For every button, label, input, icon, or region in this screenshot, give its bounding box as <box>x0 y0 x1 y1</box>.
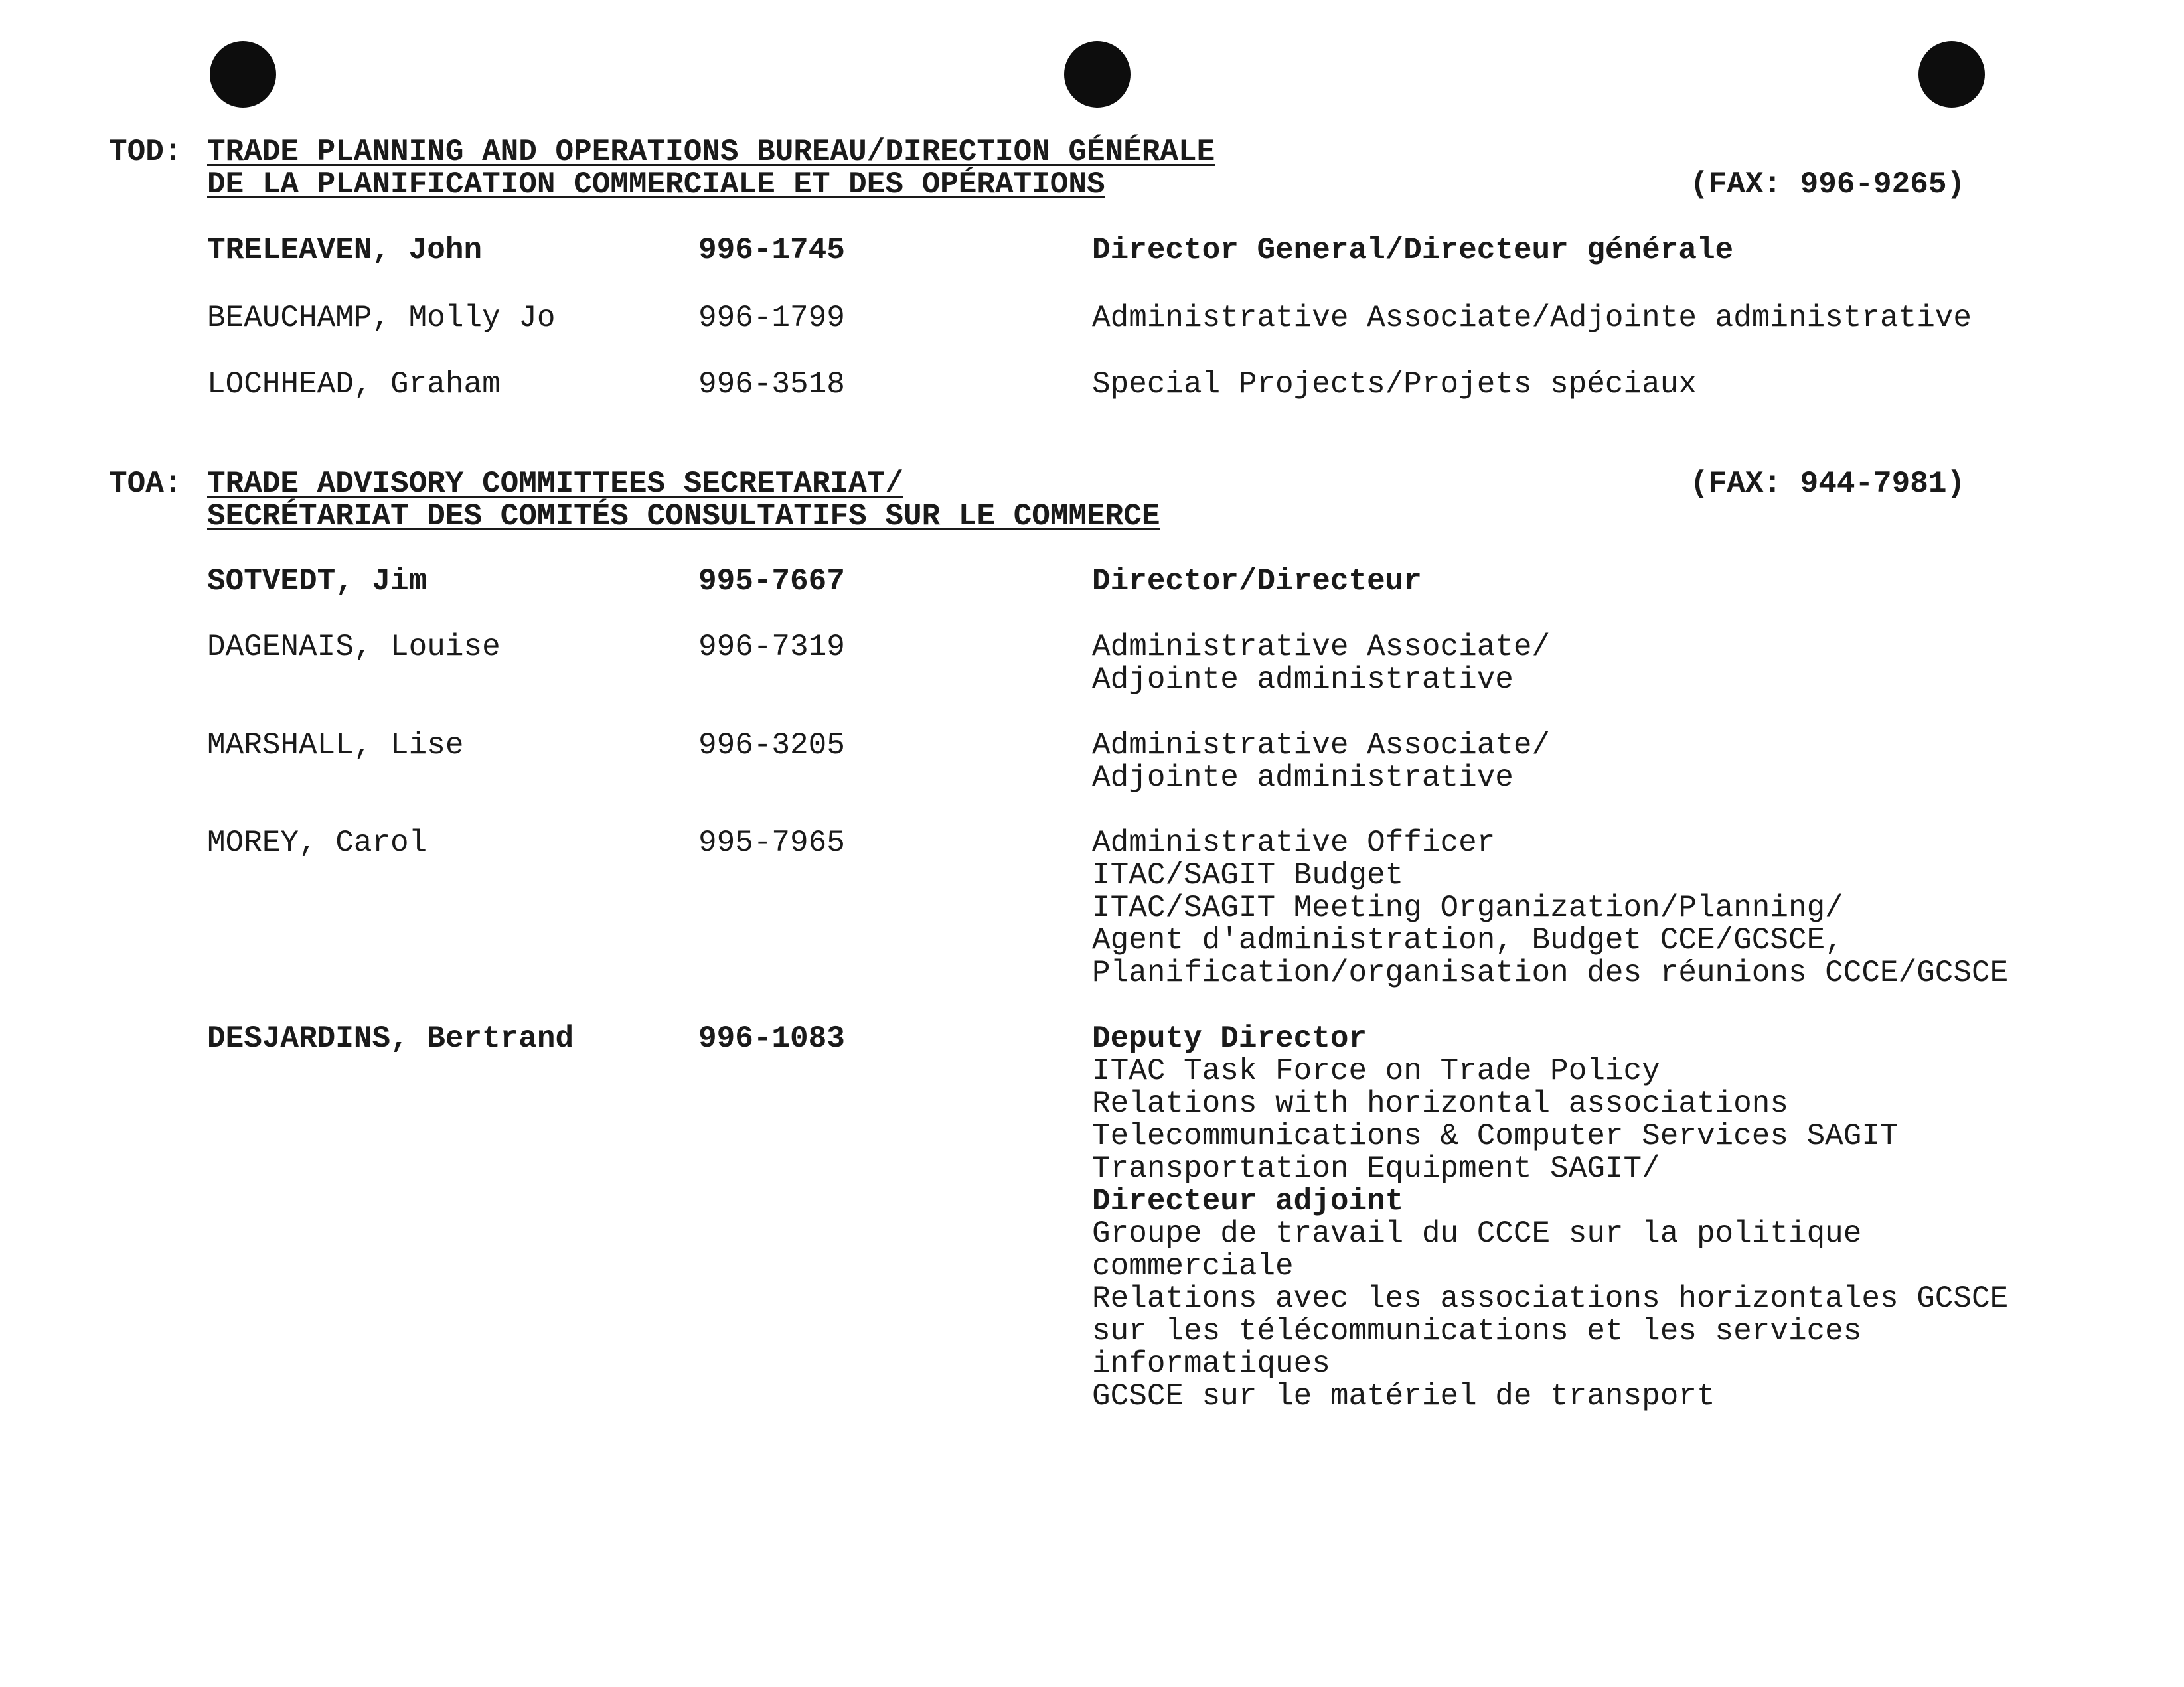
entry-role: ITAC Task Force on Trade Policy <box>1092 1054 1660 1088</box>
entry-role: informatiques <box>1092 1347 1330 1381</box>
entry-phone: 996-3205 <box>698 728 845 763</box>
entry-role: sur les télécommunications et les services <box>1092 1314 1862 1349</box>
entry-role: Transportation Equipment SAGIT/ <box>1092 1151 1660 1186</box>
entry-role: Directeur adjoint <box>1092 1184 1404 1218</box>
section-title-line-1: TRADE ADVISORY COMMITTEES SECRETARIAT/ <box>207 467 903 501</box>
entry-phone: 996-1083 <box>698 1021 845 1056</box>
entry-role: Adjointe administrative <box>1092 662 1514 697</box>
entry-role: Administrative Officer <box>1092 826 1496 860</box>
fax-number: (FAX: 996-9265) <box>1690 167 1966 202</box>
entry-role: Planification/organisation des réunions CCCE/GCSCE <box>1092 956 2009 990</box>
entry-role: Groupe de travail du CCCE sur la politique <box>1092 1216 1862 1251</box>
entry-name: BEAUCHAMP, Molly Jo <box>207 301 556 335</box>
entry-name: MOREY, Carol <box>207 826 428 860</box>
entry-role: Relations with horizontal associations <box>1092 1086 1788 1121</box>
entry-name: SOTVEDT, Jim <box>207 564 428 599</box>
entry-role: Director/Directeur <box>1092 564 1422 599</box>
entry-name: TRELEAVEN, John <box>207 233 483 267</box>
section-title-line-2: DE LA PLANIFICATION COMMERCIALE ET DES OPÉRATIONS <box>207 167 1105 202</box>
punch-hole-right <box>1918 41 1985 108</box>
entry-role: ITAC/SAGIT Budget <box>1092 858 1404 893</box>
entry-role: ITAC/SAGIT Meeting Organization/Planning/ <box>1092 891 1843 925</box>
entry-phone: 995-7965 <box>698 826 845 860</box>
section-title-line-1: TRADE PLANNING AND OPERATIONS BUREAU/DIRECTION GÉNÉRALE <box>207 135 1215 169</box>
entry-role: Deputy Director <box>1092 1021 1367 1056</box>
section-code: TOD: <box>109 135 183 169</box>
entry-role: GCSCE sur le matériel de transport <box>1092 1379 1715 1414</box>
entry-phone: 996-1745 <box>698 233 845 267</box>
entry-role: Agent d'administration, Budget CCE/GCSCE, <box>1092 923 1843 958</box>
entry-name: LOCHHEAD, Graham <box>207 367 501 402</box>
entry-phone: 995-7667 <box>698 564 845 599</box>
entry-role: Administrative Associate/ <box>1092 630 1551 664</box>
punch-hole-left <box>210 41 276 108</box>
entry-role: Administrative Associate/Adjointe administrative <box>1092 301 1972 335</box>
entry-phone: 996-3518 <box>698 367 845 402</box>
entry-phone: 996-7319 <box>698 630 845 664</box>
entry-role: Special Projects/Projets spéciaux <box>1092 367 1697 402</box>
entry-name: MARSHALL, Lise <box>207 728 464 763</box>
entry-name: DAGENAIS, Louise <box>207 630 501 664</box>
entry-role: Director General/Directeur générale <box>1092 233 1734 267</box>
section-code: TOA: <box>109 467 183 501</box>
entry-role: Telecommunications & Computer Services SAGIT <box>1092 1119 1899 1153</box>
section-title-line-2: SECRÉTARIAT DES COMITÉS CONSULTATIFS SUR LE COMMERCE <box>207 499 1160 534</box>
fax-number: (FAX: 944-7981) <box>1690 467 1966 501</box>
entry-phone: 996-1799 <box>698 301 845 335</box>
entry-role: Relations avec les associations horizontales GCSCE <box>1092 1282 2009 1316</box>
entry-role: commerciale <box>1092 1249 1294 1284</box>
punch-hole-center <box>1064 41 1131 108</box>
entry-role: Adjointe administrative <box>1092 761 1514 795</box>
entry-name: DESJARDINS, Bertrand <box>207 1021 574 1056</box>
entry-role: Administrative Associate/ <box>1092 728 1551 763</box>
